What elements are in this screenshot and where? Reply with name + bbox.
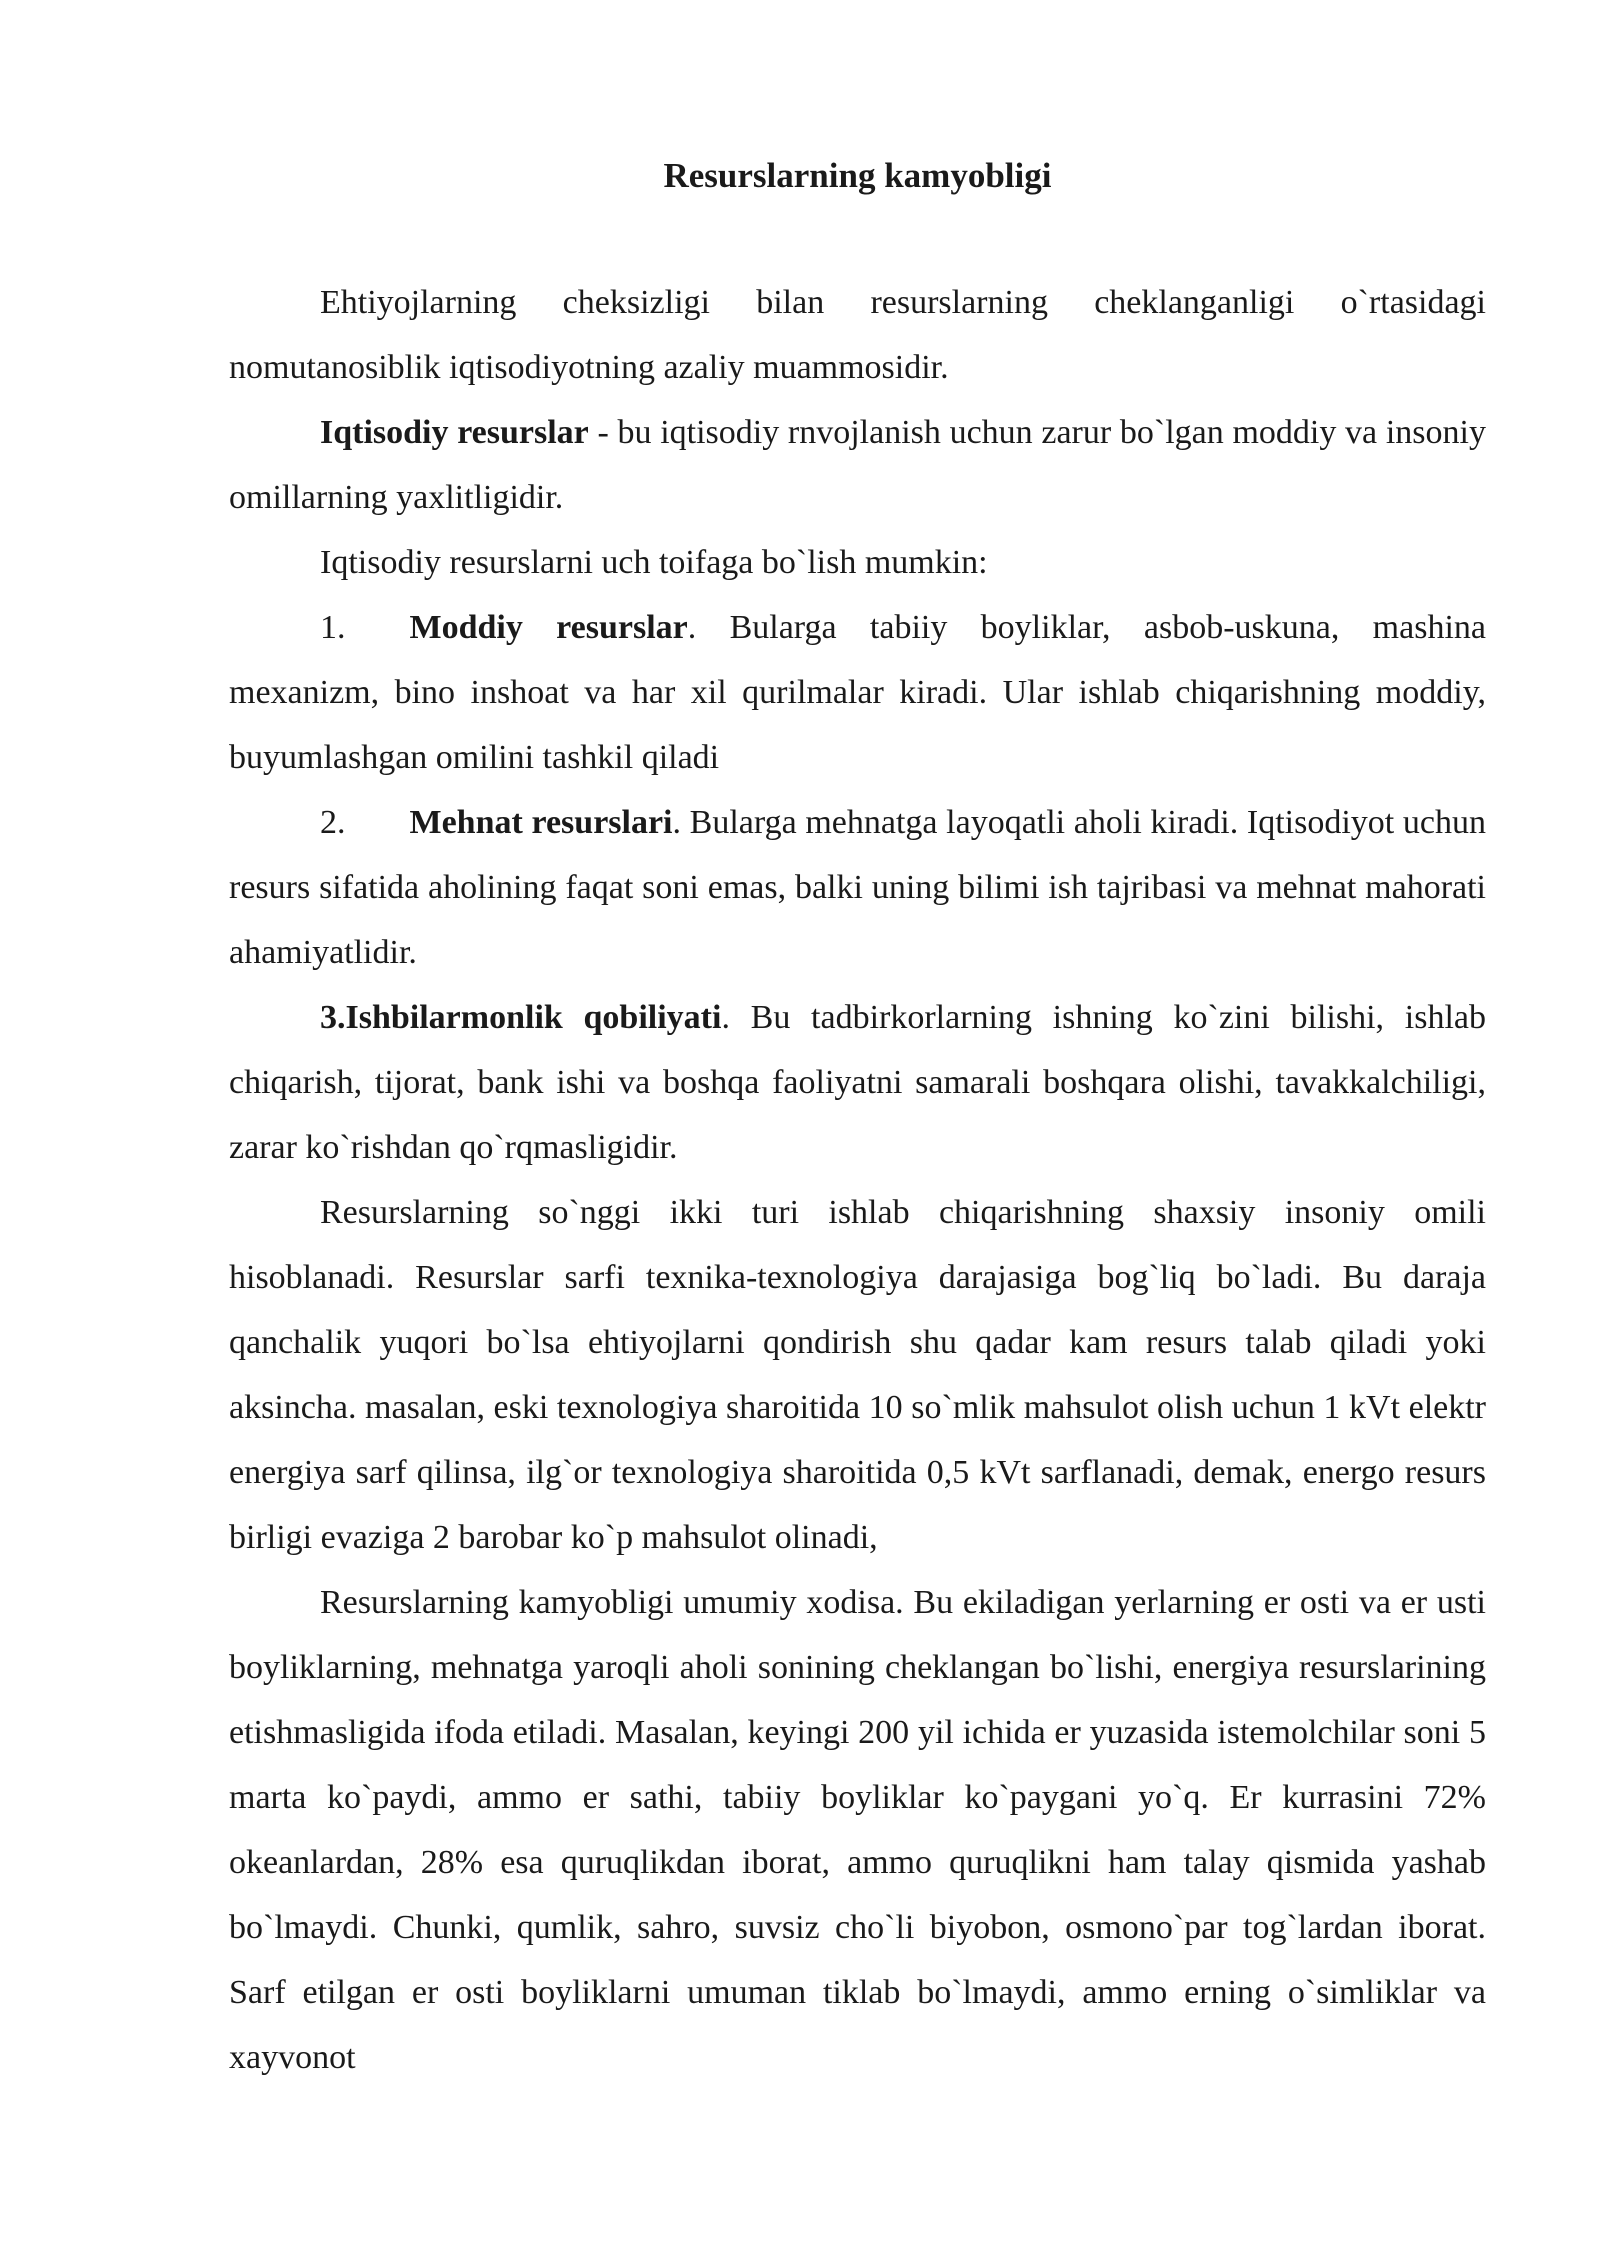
list-item-term: Moddiy resurslar [409, 609, 688, 646]
paragraph-3 [229, 530, 1486, 595]
paragraph-text: Iqtisodiy resurslarni uch toifaga bo`lish mumkin: [320, 544, 988, 581]
paragraph-text: Resurslarning kamyobligi umumiy xodisa. Bu ekiladigan yerlarning er osti va er usti boyliklarning, mehnatga yaroqli aholi sonining cheklangan bo`lishi, energiya resurslarining etishmasligida ifoda etiladi. Masalan, keyingi 200 yil ichida er yuzasida istemolchilar soni 5 marta ko`paydi, ammo er sathi, tabiiy boyliklar ko`paygani yo`q. Er kurrasini 72% okeanlardan, 28% esa quruqlikdan iborat, ammo quruqlikni ham talay qismida yashab bo`lmaydi. Chunki, qumlik, sahro, suvsiz cho`li biyobon, osmono`par tog`lardan iborat. Sarf etilgan er osti boyliklarni umuman tiklab bo`lmaydi, ammo erning o`simliklar va xayvonot [229, 1584, 1486, 2076]
document-body [229, 270, 1486, 2090]
document-title: Resurslarning kamyobligi [663, 156, 1052, 195]
list-item-2 [229, 790, 1486, 985]
paragraph-8 [229, 1570, 1486, 2090]
paragraph-2 [229, 400, 1486, 530]
list-item-term: 3.Ishbilarmonlik qobiliyati [320, 999, 722, 1036]
paragraph-bold-term: Iqtisodiy resurslar [320, 414, 589, 451]
paragraph-text: Resurslarning so`nggi ikki turi ishlab chiqarishning shaxsiy insoniy omili hisoblanadi. Resurslar sarfi texnika-texnologiya darajasiga bog`liq bo`ladi. Bu daraja qanchalik yuqori bo`lsa ehtiyojlarni qondirish shu qadar kam resurs talab qiladi yoki aksincha. masalan, eski texnologiya sharoitida 10 so`mlik mahsulot olish uchun 1 kVt elektr energiya sarf qilinsa, ilg`or texnologiya sharoitida 0,5 kVt sarflanadi, demak, energo resurs birligi evaziga 2 barobar ko`p mahsulot olinadi, [229, 1194, 1486, 1556]
list-item-1 [229, 595, 1486, 790]
paragraph-1 [229, 270, 1486, 400]
list-item-3 [229, 985, 1486, 1180]
list-item-term: Mehnat resurslari [409, 804, 673, 841]
list-item-text: . Bu tadbirkorlarning ishning ko`zini bilishi, ishlab chiqarish, tijorat, bank ishi va boshqa faoliyatni samarali boshqara olishi, tavakkalchiligi, zarar ko`rishdan qo`rqmasligidir. [229, 999, 1486, 1166]
list-item-text: . Bularga mehnatga layoqatli aholi kiradi. Iqtisodiyot uchun resurs sifatida aholining faqat soni emas, balki uning bilimi ish tajribasi va mehnat mahorati ahamiyatlidir. [229, 804, 1486, 971]
paragraph-text: - bu iqtisodiy rnvojlanish uchun zarur bo`lgan moddiy va insoniy omillarning yaxlitligidir. [229, 414, 1486, 516]
list-item-text: . Bularga tabiiy boyliklar, asbob-uskuna, mashina mexanizm, bino inshoat va har xil qurilmalar kiradi. Ular ishlab chiqarishning moddiy, buyumlashgan omilini tashkil qiladi [229, 609, 1486, 776]
paragraph-text: Ehtiyojlarning cheksizligi bilan resurslarning cheklanganligi o`rtasidagi nomutanosiblik iqtisodiyotning azaliy muammosidir. [229, 284, 1486, 386]
list-number: 2. [320, 804, 346, 841]
list-number: 1. [320, 609, 346, 646]
paragraph-7 [229, 1180, 1486, 1570]
